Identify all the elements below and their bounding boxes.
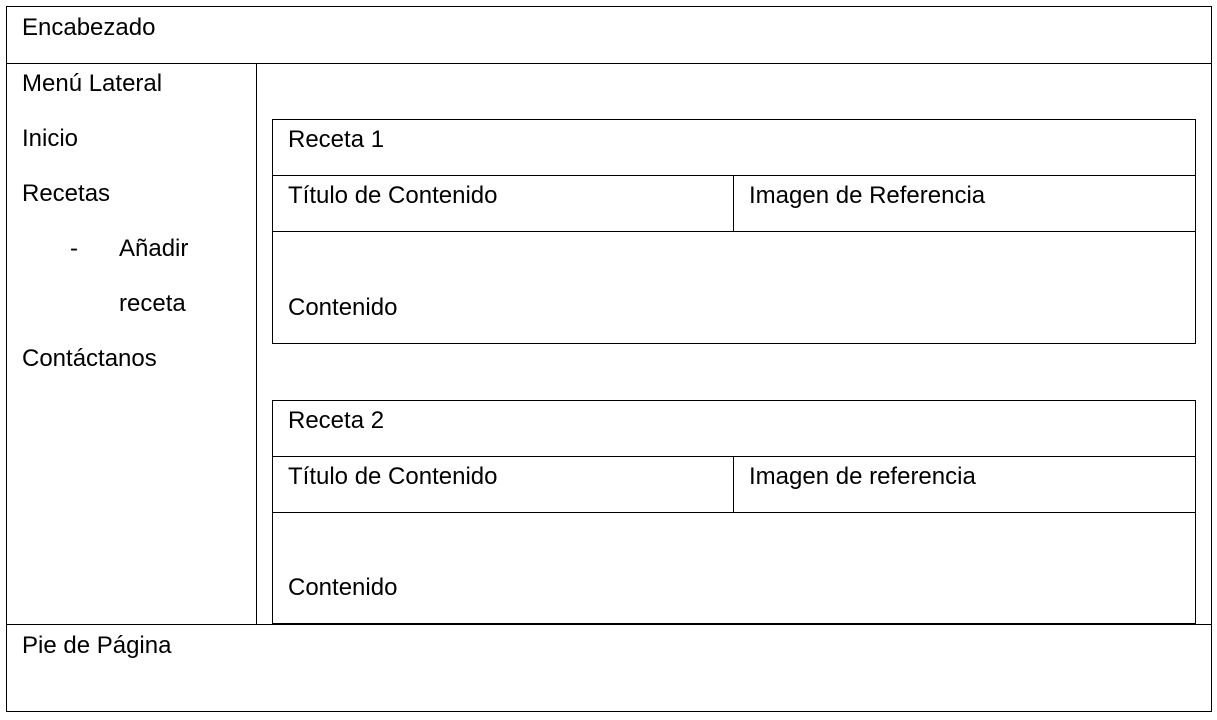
recipe-2-title: Receta 2 — [288, 407, 385, 434]
recipe-2-content-title: Título de Contenido — [288, 463, 498, 490]
recipe-2-col-divider — [733, 456, 734, 512]
header-divider — [6, 63, 1212, 64]
recipe-1-title: Receta 1 — [288, 126, 385, 153]
recipe-1-title-divider — [272, 175, 1196, 176]
recipe-1-image-ref: Imagen de Referencia — [749, 182, 986, 209]
recipe-2-content: Contenido — [288, 574, 398, 601]
recipe-1-content: Contenido — [288, 294, 398, 321]
sidebar-item-recetas[interactable]: Recetas — [22, 180, 111, 207]
recipe-2-title-divider — [272, 456, 1196, 457]
sidebar-item-inicio[interactable]: Inicio — [22, 125, 79, 152]
header-label: Encabezado — [22, 14, 156, 41]
footer-divider — [6, 624, 1212, 625]
sidebar-subitem-anadir[interactable]: Añadir — [119, 235, 189, 262]
recipe-1-content-title: Título de Contenido — [288, 182, 498, 209]
sidebar-subitem-receta[interactable]: receta — [119, 290, 186, 317]
footer-label: Pie de Página — [22, 632, 172, 659]
recipe-1-col-divider — [733, 175, 734, 231]
sidebar-subitem-bullet: - — [70, 235, 78, 262]
recipe-2-row-divider — [272, 512, 1196, 513]
recipe-1-row-divider — [272, 231, 1196, 232]
sidebar-title: Menú Lateral — [22, 70, 163, 97]
sidebar-item-contactanos[interactable]: Contáctanos — [22, 345, 157, 372]
recipe-2-image-ref: Imagen de referencia — [749, 463, 976, 490]
sidebar-divider — [256, 63, 257, 624]
